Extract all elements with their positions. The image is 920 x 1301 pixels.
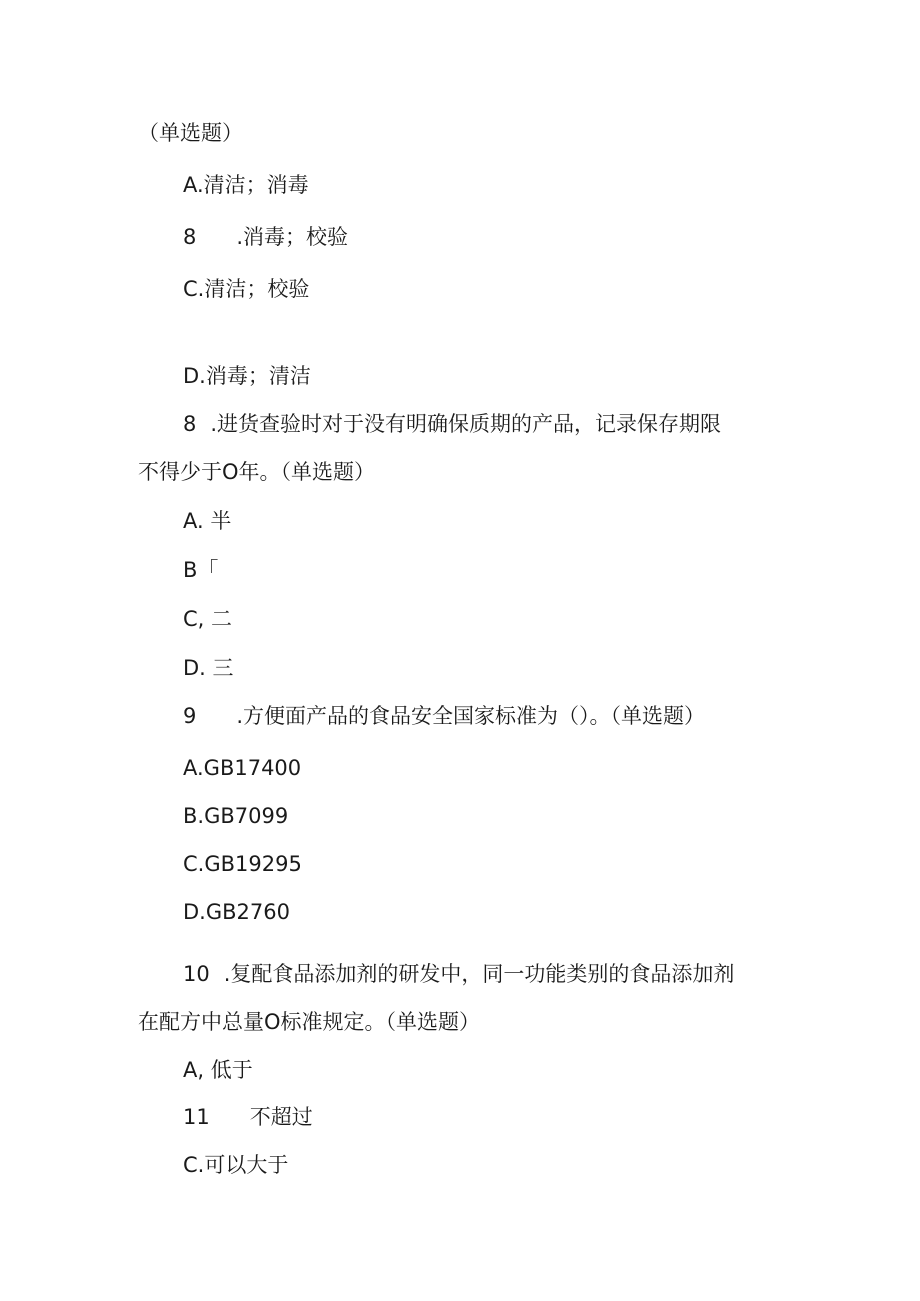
option-c: C.GB19295 bbox=[183, 852, 302, 876]
option-b bbox=[183, 1103, 313, 1131]
option-b: B.GB7099 bbox=[183, 804, 289, 828]
option-c: C.可以大于 bbox=[183, 1153, 289, 1177]
option-d: D.消毒；清洁 bbox=[183, 364, 311, 388]
option-c: C, 二 bbox=[183, 607, 233, 631]
option-a: A, 低于 bbox=[183, 1058, 253, 1082]
question-number: 10 bbox=[183, 962, 210, 986]
question-text: .方便面产品的食品安全国家标准为（）。（单选题） bbox=[236, 704, 706, 728]
question-number: 9 bbox=[183, 704, 197, 728]
option-d: D.GB2760 bbox=[183, 900, 290, 924]
question-9 bbox=[183, 702, 705, 730]
option-text: .消毒；校验 bbox=[236, 225, 349, 249]
option-d: D. 三 bbox=[183, 656, 234, 680]
question-8 bbox=[183, 410, 721, 438]
option-number: 8 bbox=[183, 225, 197, 249]
option-number: 11 bbox=[183, 1105, 210, 1129]
question-8-continued: 不得少于O年。（单选题） bbox=[138, 460, 376, 484]
question-text: .进货查验时对于没有明确保质期的产品，记录保存期限 bbox=[210, 412, 722, 436]
option-a: A. 半 bbox=[183, 509, 232, 533]
question-type-label: （单选题） bbox=[138, 121, 243, 145]
option-b bbox=[183, 223, 348, 251]
option-c: C.清洁；校验 bbox=[183, 277, 310, 301]
option-b: B「 bbox=[183, 558, 219, 582]
option-a: A.GB17400 bbox=[183, 756, 302, 780]
option-a: A.清洁；消毒 bbox=[183, 173, 309, 197]
option-text: 不超过 bbox=[249, 1105, 313, 1129]
question-number: 8 bbox=[183, 412, 197, 436]
question-10 bbox=[183, 960, 734, 988]
question-text: .复配食品添加剂的研发中，同一功能类别的食品添加剂 bbox=[223, 962, 735, 986]
question-10-continued: 在配方中总量O标准规定。（单选题） bbox=[138, 1010, 481, 1034]
